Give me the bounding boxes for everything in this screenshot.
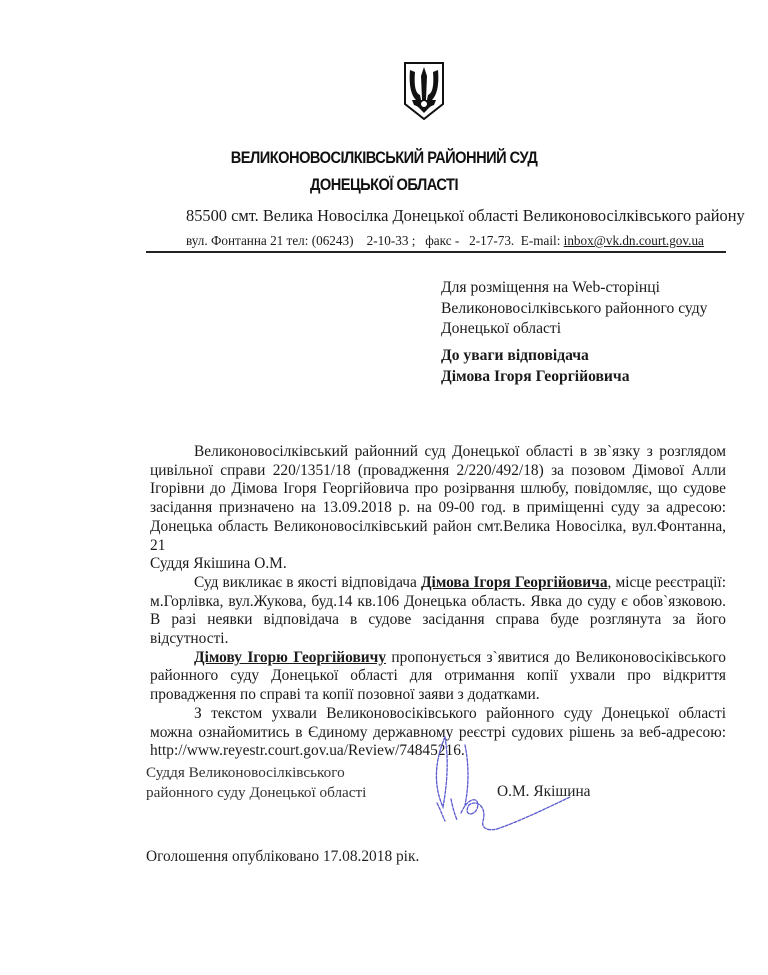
signatory-line: районного суду Донецької області [146, 784, 367, 801]
paragraph-judge: Суддя Якішина О.М. [150, 555, 287, 573]
contacts-text: вул. Фонтанна 21 тел: (06243) 2-10-33 ; факс - 2-17-73. E-mail: [186, 233, 564, 248]
placement-line: Донецької області [441, 320, 562, 337]
attention-note [441, 346, 630, 387]
attention-line: До уваги відповідача [441, 347, 589, 364]
paragraph-hearing: Великоновосілківський районний суд Донецької області в зв`язку з розглядом цивільної справи 220/1351/18 (провадження 2/220/492/18) за позовом Дімової Алли Ігорівни до Дімова Ігоря Георгійовича про розірвання шлюбу, повідомляє, що судове засідання призначено на 13.09.2018 р. на 09-00 год. в приміщенні суду за адресою: Донецька область Великоновосілківський район смт.Велика Новосілка, вул.Фонтанна, 21 [150, 443, 726, 554]
signatory-title [146, 763, 366, 803]
placement-note [441, 278, 707, 340]
invitation-text: пропонується з`явитися до Великоновосіківського районного суду Донецької області для отримання копії ухвали про відкриття провадження по справі та копії позовної заяви з додатками. [150, 648, 726, 704]
placement-line: Великоновосілківського районного суду [441, 299, 708, 317]
trident-emblem-icon [402, 60, 446, 122]
header-divider [146, 251, 726, 253]
notice-body [150, 443, 726, 761]
summons-text-rest: , місце реєстрації: м.Горлівка, вул.Жукова, буд.14 кв.106 Донецька область. Явка до суду є обов`язковою. В разі неявки відповідача в судове засідання справа буде розглянута за його відсутності. [150, 573, 726, 648]
signatory-line: Суддя Великоновосілківського [146, 764, 345, 781]
defendant-name-dative: Дімову Ігорю Георгійовичу [194, 648, 387, 666]
court-title: ВЕЛИКОНОВОСІЛКІВСЬКИЙ РАЙОННИЙ СУД [230, 148, 538, 167]
signatory-name: О.М. Якішина [497, 783, 591, 800]
paragraph-registry: З текстом ухвали Великоновосіківського районного суду Донецької області можна ознайомитись в Єдиному державному реєстрі судових рішень за веб-адресою: http://www.reyestr.court.gov.ua/Review/74845216. [150, 704, 726, 760]
court-region-title: ДОНЕЦЬКОЇ ОБЛАСТІ [309, 175, 459, 194]
court-contacts [186, 233, 704, 249]
handwritten-signature [425, 725, 590, 835]
paragraph-invitation [150, 649, 726, 705]
publication-date: Оголошення опубліковано 17.08.2018 рік. [146, 848, 420, 865]
defendant-name: Дімова Ігоря Георгійовича [420, 573, 608, 591]
attention-line: Дімова Ігоря Георгійовича [441, 367, 630, 385]
placement-line: Для розміщення на Web-сторінці [441, 279, 660, 296]
email-link[interactable]: inbox@vk.dn.court.gov.ua [563, 233, 704, 248]
summons-text: Суд викликає в якості відповідача [194, 573, 421, 591]
paragraph-summons [150, 574, 726, 649]
court-address: 85500 смт. Велика Новосілка Донецької області Великоновосілківського району [186, 206, 745, 225]
